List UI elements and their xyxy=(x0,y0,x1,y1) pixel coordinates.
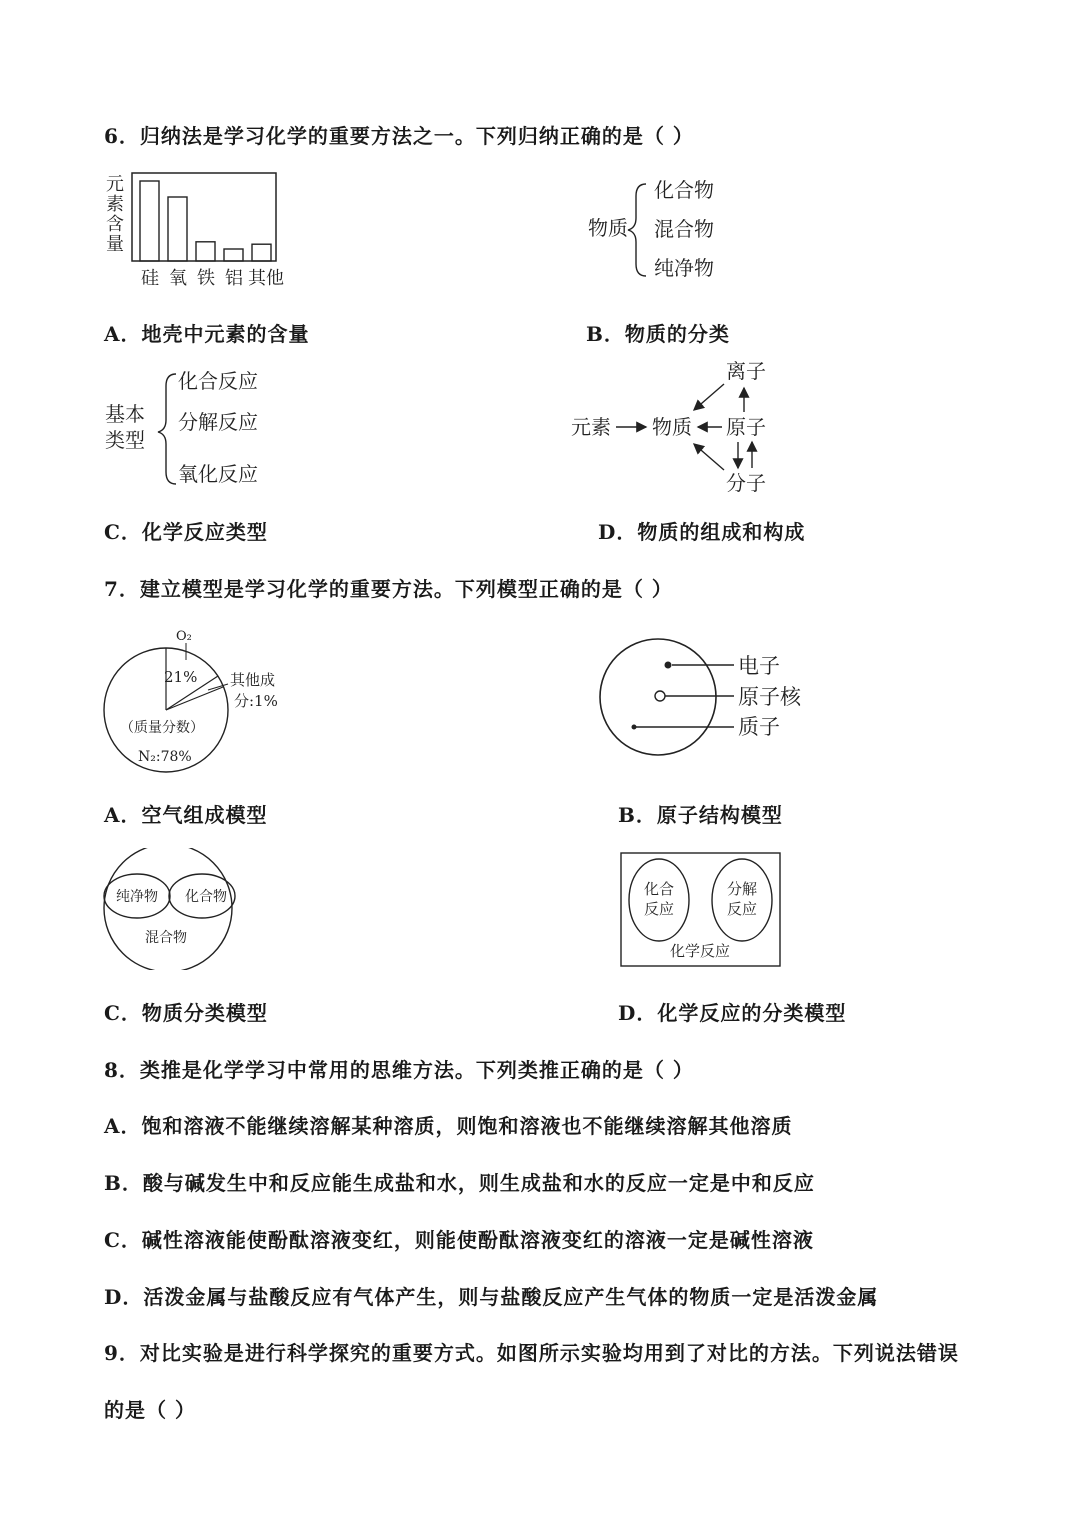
bar-其他 xyxy=(252,244,271,261)
pie-divider xyxy=(166,687,223,710)
outer-circle xyxy=(104,848,232,970)
item-label: 纯净物 xyxy=(654,256,714,280)
part-label: 原子核 xyxy=(738,685,801,709)
item-label: 混合物 xyxy=(654,217,714,241)
q7c-figure xyxy=(100,848,240,974)
ylabel-char: 量 xyxy=(106,234,124,255)
mass-label: （质量分数） xyxy=(120,720,204,736)
left-label: 化合 xyxy=(643,880,675,898)
root-label: 物质 xyxy=(588,216,628,240)
q9-stem-line2: 的是（ ） xyxy=(104,1398,196,1422)
q7-option-b[interactable]: B．原子结构模型 xyxy=(618,803,783,827)
part-label: 电子 xyxy=(738,654,780,678)
o2-label: O₂ xyxy=(176,629,192,644)
bar-label: 铝 xyxy=(225,268,243,289)
q7-option-a[interactable]: A．空气组成模型 xyxy=(104,803,268,827)
arrow-icon xyxy=(694,384,724,410)
bar-label: 铁 xyxy=(197,268,215,289)
node-ion: 离子 xyxy=(726,359,766,383)
right-label: 反应 xyxy=(726,900,758,918)
q8-option-b[interactable]: B．酸与碱发生中和反应能生成盐和水，则生成盐和水的反应一定是中和反应 xyxy=(104,1171,815,1195)
node-element: 元素 xyxy=(571,415,611,439)
bar-硅 xyxy=(140,181,159,261)
q8-option-a[interactable]: A．饱和溶液不能继续溶解某种溶质，则饱和溶液也不能继续溶解其他溶质 xyxy=(104,1114,793,1138)
q7-stem: 7．建立模型是学习化学的重要方法。下列模型正确的是（ ） xyxy=(104,577,673,601)
nucleus-circle xyxy=(655,691,665,701)
q6-option-c[interactable]: C．化学反应类型 xyxy=(104,520,268,544)
q6d-figure xyxy=(566,356,786,505)
item-label: 分解反应 xyxy=(178,410,258,434)
ylabel-char: 素 xyxy=(106,194,124,215)
proton-dot xyxy=(632,725,637,730)
q6-stem: 6．归纳法是学习化学的重要方法之一。下列归纳正确的是（ ） xyxy=(104,124,694,148)
arrow-icon xyxy=(694,444,724,470)
item-label: 氧化反应 xyxy=(178,462,258,486)
item-label: 化合反应 xyxy=(178,369,258,393)
bar-氧 xyxy=(168,197,187,261)
right-label: 化合物 xyxy=(185,889,227,905)
bar-label: 硅 xyxy=(141,268,159,289)
q7b-figure xyxy=(598,638,818,762)
node-substance: 物质 xyxy=(652,415,692,439)
q6-option-d[interactable]: D．物质的组成和构成 xyxy=(598,520,806,544)
bar-label: 氧 xyxy=(169,268,187,289)
q7d-figure xyxy=(618,850,788,976)
bar-label: 其他 xyxy=(248,268,284,289)
node-molecule: 分子 xyxy=(726,471,766,495)
q6b-figure xyxy=(584,172,744,291)
q7-option-d[interactable]: D．化学反应的分类模型 xyxy=(618,1001,847,1025)
root-label: 类型 xyxy=(105,428,145,452)
item-label: 化合物 xyxy=(654,178,714,202)
other-label: 分:1% xyxy=(234,692,278,710)
bar-铝 xyxy=(224,249,243,261)
outer-label: 化学反应 xyxy=(669,942,731,960)
q7a-figure xyxy=(100,626,300,778)
right-label: 分解 xyxy=(726,880,758,898)
q6a-bar-chart xyxy=(100,168,300,293)
left-label: 纯净物 xyxy=(116,889,158,905)
chart-frame xyxy=(132,173,276,261)
ylabel-char: 含 xyxy=(106,214,124,235)
q6c-figure xyxy=(100,364,280,498)
q7-option-c[interactable]: C．物质分类模型 xyxy=(104,1001,268,1025)
q8-option-d[interactable]: D．活泼金属与盐酸反应有气体产生，则与盐酸反应产生气体的物质一定是活泼金属 xyxy=(104,1285,879,1309)
q9-stem-line1: 9．对比实验是进行科学探究的重要方式。如图所示实验均用到了对比的方法。下列说法错误 xyxy=(104,1341,959,1365)
q8-option-c[interactable]: C．碱性溶液能使酚酞溶液变红，则能使酚酞溶液变红的溶液一定是碱性溶液 xyxy=(104,1228,814,1252)
o2-percent: 21% xyxy=(164,668,198,686)
part-label: 质子 xyxy=(738,715,780,739)
root-label: 基本 xyxy=(105,402,145,426)
q6a-figure xyxy=(100,168,300,297)
left-label: 反应 xyxy=(643,900,675,918)
n2-label: N₂:78% xyxy=(138,749,192,765)
q8-stem: 8．类推是化学学习中常用的思维方法。下列类推正确的是（ ） xyxy=(104,1058,694,1082)
bar-铁 xyxy=(196,242,215,261)
brace-icon xyxy=(158,374,176,484)
electron-dot xyxy=(665,662,672,669)
ylabel-char: 元 xyxy=(106,174,124,195)
other-label: 其他成 xyxy=(230,671,276,689)
brace-icon xyxy=(628,184,646,276)
q6-option-a[interactable]: A．地壳中元素的含量 xyxy=(104,322,310,346)
outer-label: 混合物 xyxy=(145,930,187,946)
node-atom: 原子 xyxy=(726,415,766,439)
q6-option-b[interactable]: B．物质的分类 xyxy=(586,322,730,346)
